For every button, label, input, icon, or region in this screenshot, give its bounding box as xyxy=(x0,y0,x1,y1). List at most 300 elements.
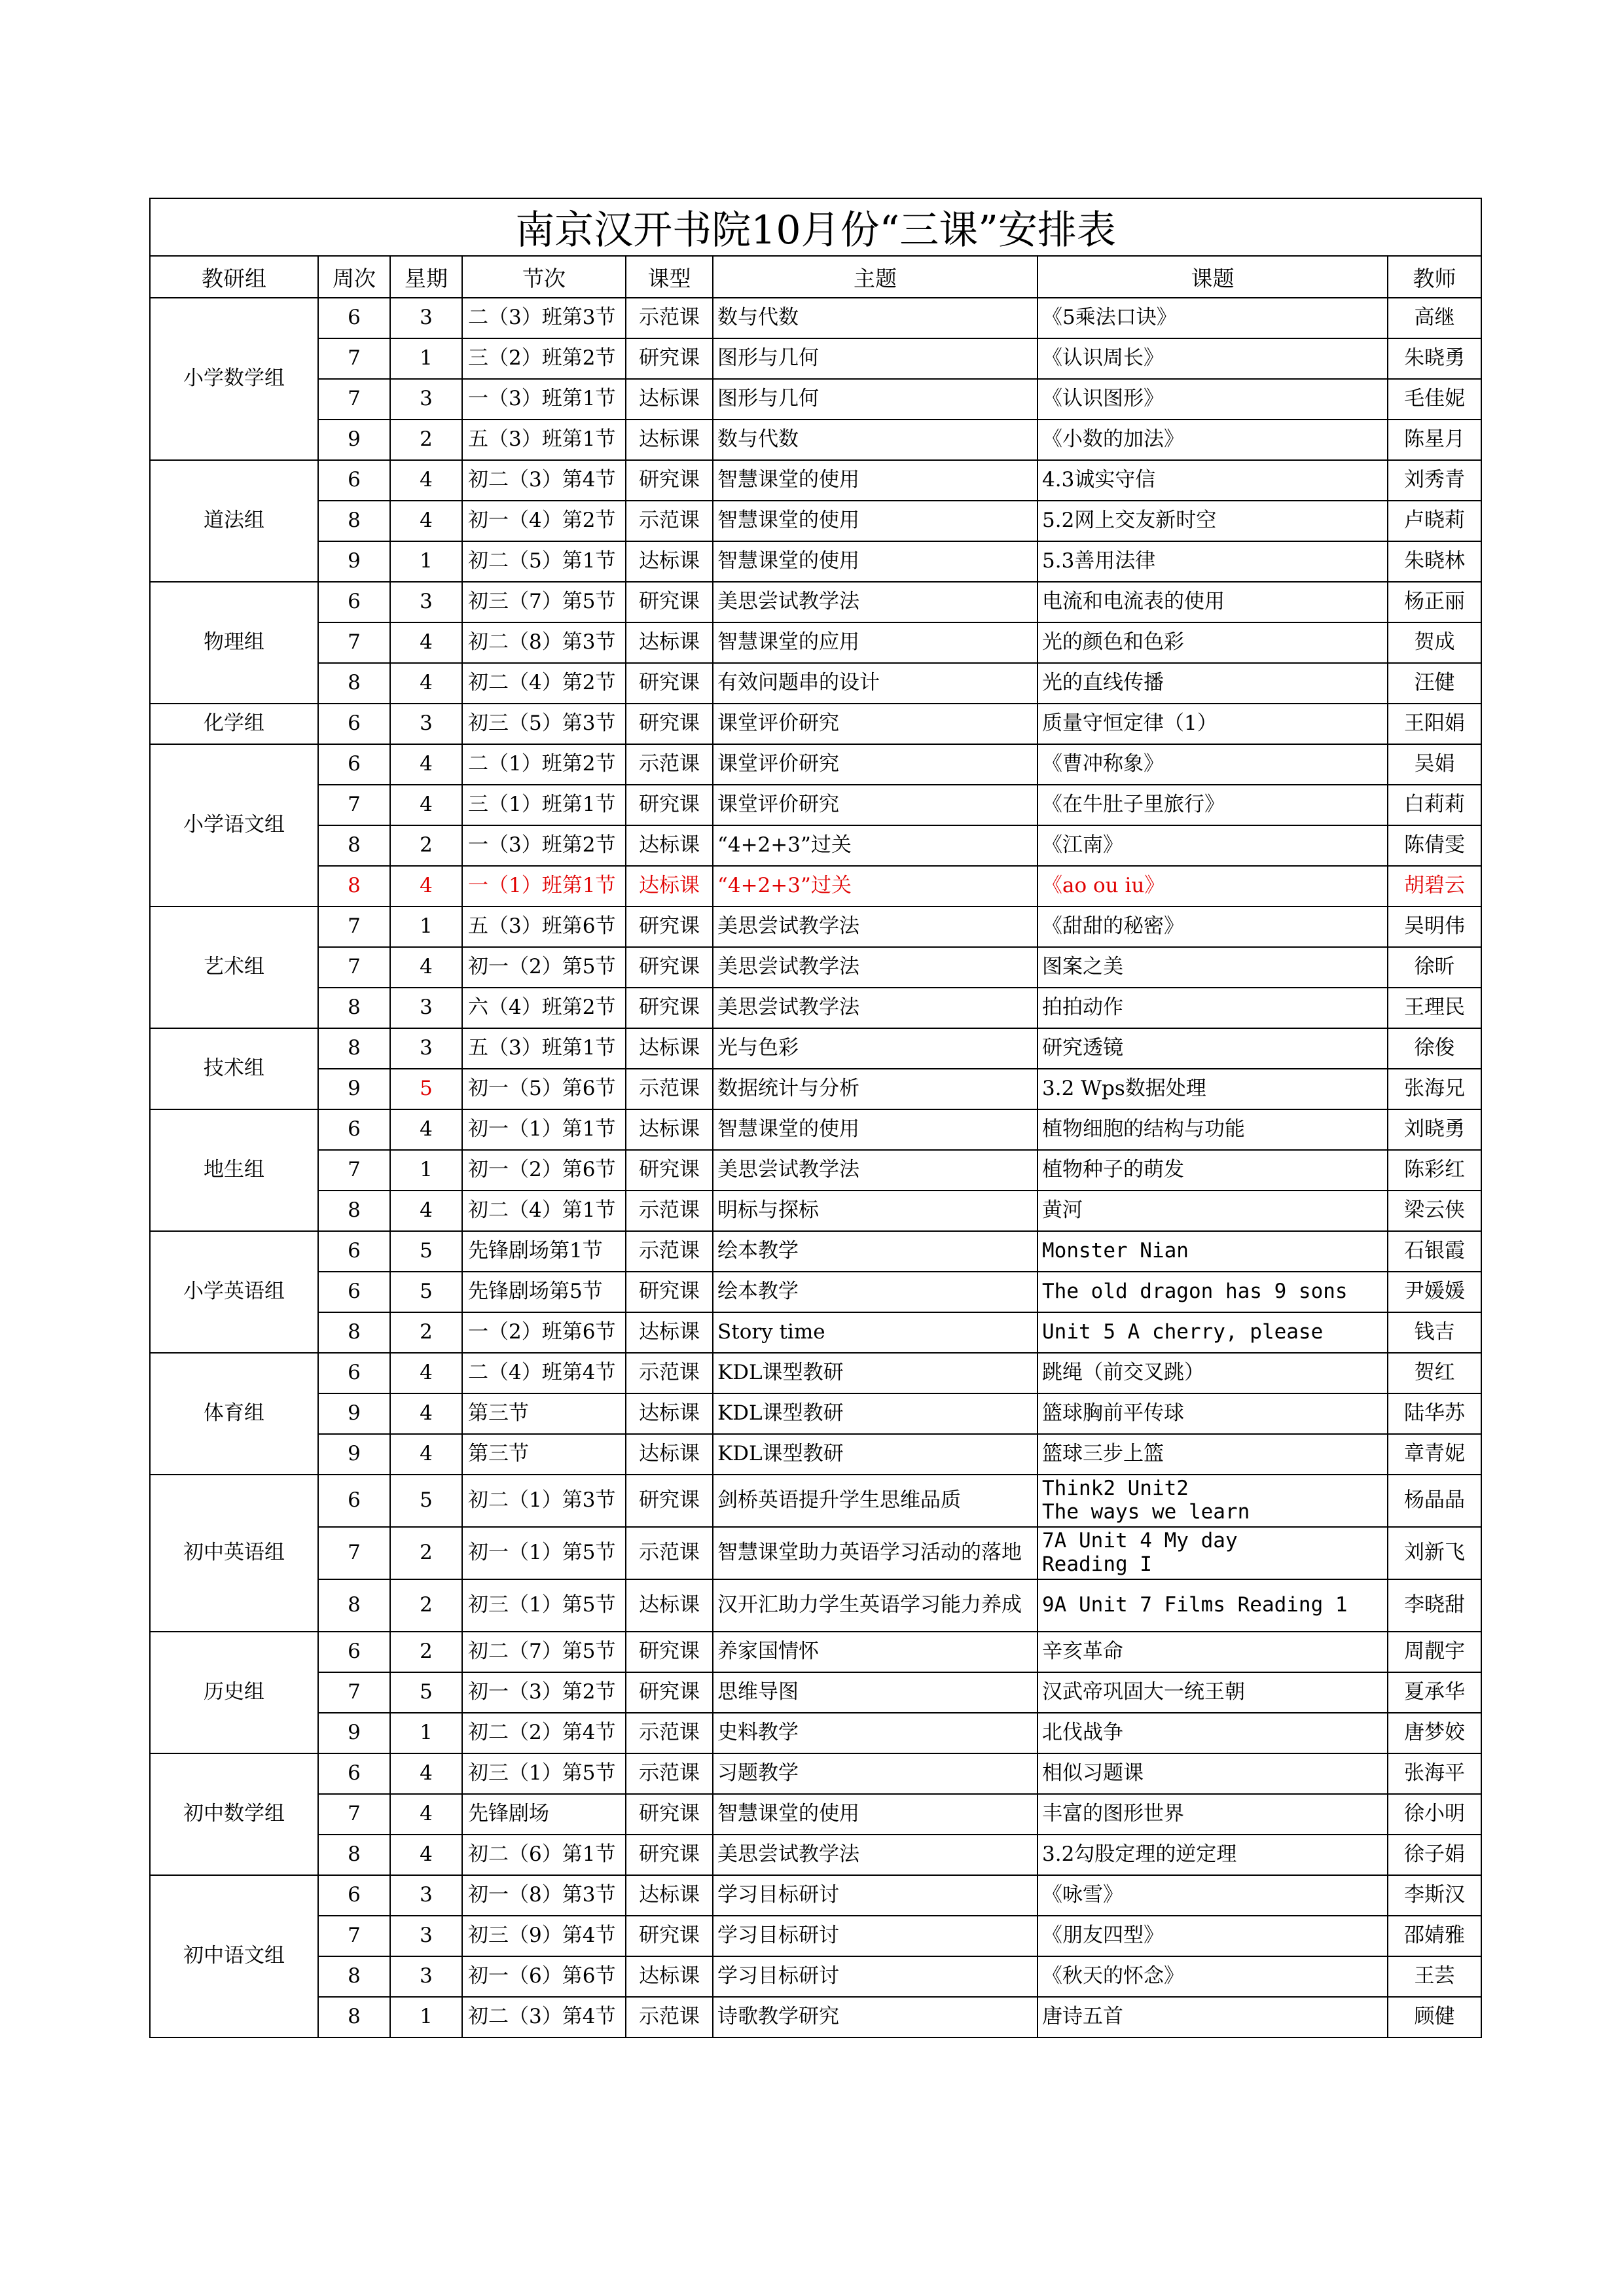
week-text: 7 xyxy=(348,1802,361,1826)
lesson-type-cell xyxy=(626,1272,713,1312)
teacher-text: 贺红 xyxy=(1414,1361,1455,1385)
topic-text: 数据统计与分析 xyxy=(717,1077,859,1101)
teacher-text: 李斯汉 xyxy=(1404,1883,1466,1907)
teacher-cell xyxy=(1388,1434,1481,1475)
day-cell xyxy=(390,1191,462,1231)
header-type: 课型 xyxy=(626,256,713,298)
table-row xyxy=(150,1835,1481,1875)
topic-cell xyxy=(713,1916,1038,1956)
section-cell xyxy=(462,1835,626,1875)
table-row xyxy=(150,906,1481,947)
lesson-type-cell xyxy=(626,947,713,988)
day-cell xyxy=(390,622,462,663)
day-text: 4 xyxy=(420,955,433,979)
day-cell xyxy=(390,1028,462,1069)
day-cell xyxy=(390,1835,462,1875)
lesson-title-cell xyxy=(1038,1835,1388,1875)
teacher-cell xyxy=(1388,1312,1481,1353)
lesson-type-text: 研究课 xyxy=(639,671,700,695)
teacher-text: 白莉莉 xyxy=(1404,793,1466,817)
week-text: 8 xyxy=(348,874,361,898)
table-row xyxy=(150,501,1481,541)
section-text: 初二（7）第5节 xyxy=(468,1640,616,1664)
lesson-type-cell xyxy=(626,420,713,460)
topic-cell xyxy=(713,420,1038,460)
section-cell xyxy=(462,785,626,825)
lesson-title-cell xyxy=(1038,704,1388,744)
table-row xyxy=(150,1713,1481,1753)
day-cell xyxy=(390,785,462,825)
day-cell xyxy=(390,1875,462,1916)
lesson-type-cell xyxy=(626,1672,713,1713)
table-row xyxy=(150,663,1481,704)
lesson-type-text: 示范课 xyxy=(639,509,700,533)
teacher-text: 王理民 xyxy=(1404,996,1466,1020)
teacher-text: 石银霞 xyxy=(1404,1239,1466,1263)
lesson-type-cell xyxy=(626,785,713,825)
teacher-cell xyxy=(1388,785,1481,825)
teacher-text: 毛佳妮 xyxy=(1404,387,1466,411)
lesson-type-text: 研究课 xyxy=(639,996,700,1020)
week-text: 7 xyxy=(348,1158,361,1182)
lesson-type-text: 达标课 xyxy=(639,1117,700,1141)
day-text: 2 xyxy=(420,1541,433,1565)
topic-cell xyxy=(713,1997,1038,2037)
lesson-title-cell xyxy=(1038,1916,1388,1956)
section-cell xyxy=(462,1434,626,1475)
teacher-text: 李晓甜 xyxy=(1404,1593,1466,1617)
topic-text: 有效问题串的设计 xyxy=(717,671,880,695)
lesson-title-text: 篮球胸前平传球 xyxy=(1042,1401,1184,1426)
week-text: 8 xyxy=(348,1320,361,1344)
day-text: 1 xyxy=(420,1721,433,1745)
section-text: 六（4）班第2节 xyxy=(468,996,616,1020)
teacher-cell xyxy=(1388,1835,1481,1875)
week-cell xyxy=(318,1191,390,1231)
lesson-type-cell xyxy=(626,1713,713,1753)
lesson-title-text: 北伐战争 xyxy=(1042,1721,1123,1745)
section-text: 初一（3）第2节 xyxy=(468,1680,616,1704)
section-text: 五（3）班第1节 xyxy=(468,1036,616,1060)
day-cell xyxy=(390,338,462,379)
day-cell xyxy=(390,1272,462,1312)
week-cell xyxy=(318,1312,390,1353)
section-text: 初二（5）第1节 xyxy=(468,549,616,573)
section-text: 一（2）班第6节 xyxy=(468,1320,616,1344)
week-cell xyxy=(318,1916,390,1956)
teacher-text: 刘新飞 xyxy=(1404,1541,1466,1565)
teacher-text: 唐梦姣 xyxy=(1404,1721,1466,1745)
table-body xyxy=(150,298,1481,2037)
teacher-text: 刘晓勇 xyxy=(1404,1117,1466,1141)
day-text: 3 xyxy=(420,387,433,411)
header-week: 周次 xyxy=(318,256,390,298)
lesson-type-text: 示范课 xyxy=(639,1077,700,1101)
week-cell xyxy=(318,1632,390,1672)
teacher-cell xyxy=(1388,1956,1481,1997)
day-text: 3 xyxy=(420,306,433,330)
topic-text: Story time xyxy=(717,1320,825,1344)
topic-cell xyxy=(713,1231,1038,1272)
teacher-text: 刘秀青 xyxy=(1404,468,1466,492)
header-section: 节次 xyxy=(462,256,626,298)
topic-cell xyxy=(713,1109,1038,1150)
topic-text: 绘本教学 xyxy=(717,1239,799,1263)
section-text: 先锋剧场第5节 xyxy=(468,1280,603,1304)
topic-text: 明标与探标 xyxy=(717,1198,819,1223)
day-cell xyxy=(390,420,462,460)
lesson-type-cell xyxy=(626,1997,713,2037)
lesson-type-cell xyxy=(626,1835,713,1875)
topic-text: 诗歌教学研究 xyxy=(717,2005,839,2029)
lesson-title-cell xyxy=(1038,1527,1388,1579)
week-cell xyxy=(318,1875,390,1916)
lesson-title-text: 《甜甜的秘密》 xyxy=(1042,914,1184,939)
topic-text: 学习目标研讨 xyxy=(717,1924,839,1948)
teacher-text: 顾健 xyxy=(1414,2005,1455,2029)
topic-cell xyxy=(713,1191,1038,1231)
lesson-title-text: 植物细胞的结构与功能 xyxy=(1042,1117,1245,1141)
teacher-cell xyxy=(1388,1875,1481,1916)
week-text: 7 xyxy=(348,955,361,979)
teacher-text: 高继 xyxy=(1414,306,1455,330)
day-cell xyxy=(390,1353,462,1393)
table-row xyxy=(150,1028,1481,1069)
topic-text: 美思尝试教学法 xyxy=(717,914,859,939)
day-cell xyxy=(390,1997,462,2037)
lesson-type-text: 达标课 xyxy=(639,1036,700,1060)
lesson-type-text: 达标课 xyxy=(639,1593,700,1617)
lesson-title-cell xyxy=(1038,379,1388,420)
section-text: 三（2）班第2节 xyxy=(468,346,616,370)
topic-text: 智慧课堂的使用 xyxy=(717,549,859,573)
section-text: 初二（4）第2节 xyxy=(468,671,616,695)
group-name-cell: 历史组 xyxy=(150,1632,318,1753)
topic-text: 美思尝试教学法 xyxy=(717,996,859,1020)
teacher-cell xyxy=(1388,1272,1481,1312)
topic-cell xyxy=(713,622,1038,663)
teacher-text: 王芸 xyxy=(1414,1964,1455,1988)
teacher-cell xyxy=(1388,1916,1481,1956)
day-cell xyxy=(390,1069,462,1109)
lesson-type-cell xyxy=(626,1191,713,1231)
day-cell xyxy=(390,1231,462,1272)
lesson-type-text: 示范课 xyxy=(639,1239,700,1263)
day-cell xyxy=(390,663,462,704)
day-cell xyxy=(390,1579,462,1632)
week-text: 8 xyxy=(348,2005,361,2029)
section-text: 第三节 xyxy=(468,1442,529,1466)
section-text: 初三（1）第5节 xyxy=(468,1761,616,1785)
section-cell xyxy=(462,1713,626,1753)
day-cell xyxy=(390,1109,462,1150)
lesson-type-text: 研究课 xyxy=(639,1802,700,1826)
teacher-cell xyxy=(1388,582,1481,622)
section-cell xyxy=(462,1475,626,1527)
topic-cell xyxy=(713,1353,1038,1393)
section-cell xyxy=(462,1028,626,1069)
section-text: 先锋剧场第1节 xyxy=(468,1239,603,1263)
week-cell xyxy=(318,1028,390,1069)
table-row xyxy=(150,1632,1481,1672)
topic-text: 智慧课堂的使用 xyxy=(717,468,859,492)
lesson-title-text: 跳绳（前交叉跳） xyxy=(1042,1361,1204,1385)
teacher-cell xyxy=(1388,1632,1481,1672)
topic-cell xyxy=(713,704,1038,744)
group-name-cell: 初中语文组 xyxy=(150,1875,318,2037)
lesson-type-text: 研究课 xyxy=(639,1280,700,1304)
lesson-title-cell xyxy=(1038,460,1388,501)
lesson-title-cell xyxy=(1038,1753,1388,1794)
group-name-cell: 小学语文组 xyxy=(150,744,318,906)
topic-cell xyxy=(713,1835,1038,1875)
lesson-type-cell xyxy=(626,298,713,338)
topic-text: 学习目标研讨 xyxy=(717,1883,839,1907)
section-cell xyxy=(462,622,626,663)
table-row xyxy=(150,541,1481,582)
lesson-title-cell xyxy=(1038,1393,1388,1434)
teacher-cell xyxy=(1388,1231,1481,1272)
topic-text: 美思尝试教学法 xyxy=(717,1158,859,1182)
topic-text: 图形与几何 xyxy=(717,387,819,411)
week-text: 9 xyxy=(348,427,361,452)
group-name-cell: 技术组 xyxy=(150,1028,318,1109)
lesson-type-text: 达标课 xyxy=(639,1401,700,1426)
lesson-title-text: Monster Nian xyxy=(1042,1239,1189,1263)
teacher-text: 朱晓林 xyxy=(1404,549,1466,573)
lesson-title-cell xyxy=(1038,988,1388,1028)
lesson-title-text: Unit 5 A cherry, please xyxy=(1042,1320,1324,1344)
week-cell xyxy=(318,988,390,1028)
lesson-title-cell xyxy=(1038,1231,1388,1272)
lesson-title-cell xyxy=(1038,1794,1388,1835)
day-cell xyxy=(390,1434,462,1475)
lesson-type-text: 示范课 xyxy=(639,1761,700,1785)
week-cell xyxy=(318,1527,390,1579)
week-text: 8 xyxy=(348,1198,361,1223)
table-row xyxy=(150,1312,1481,1353)
teacher-cell xyxy=(1388,947,1481,988)
lesson-type-cell xyxy=(626,1393,713,1434)
topic-cell xyxy=(713,906,1038,947)
lesson-title-cell xyxy=(1038,1875,1388,1916)
teacher-text: 胡碧云 xyxy=(1404,874,1466,898)
week-cell xyxy=(318,1353,390,1393)
lesson-type-text: 示范课 xyxy=(639,1541,700,1565)
week-text: 6 xyxy=(348,1640,361,1664)
lesson-title-cell xyxy=(1038,338,1388,379)
topic-cell xyxy=(713,947,1038,988)
teacher-text: 张海兄 xyxy=(1404,1077,1466,1101)
week-text: 8 xyxy=(348,1593,361,1617)
topic-cell xyxy=(713,866,1038,906)
lesson-type-text: 达标课 xyxy=(639,387,700,411)
lesson-type-cell xyxy=(626,379,713,420)
day-text: 5 xyxy=(420,1239,433,1263)
lesson-type-text: 研究课 xyxy=(639,793,700,817)
group-name-cell: 物理组 xyxy=(150,582,318,704)
week-text: 6 xyxy=(348,1488,361,1513)
table-row xyxy=(150,1434,1481,1475)
lesson-title-text: 拍拍动作 xyxy=(1042,996,1123,1020)
week-cell xyxy=(318,622,390,663)
teacher-cell xyxy=(1388,1672,1481,1713)
teacher-text: 吴明伟 xyxy=(1404,914,1466,939)
teacher-cell xyxy=(1388,501,1481,541)
section-text: 初二（2）第4节 xyxy=(468,1721,616,1745)
table-row xyxy=(150,704,1481,744)
teacher-text: 陈倩雯 xyxy=(1404,833,1466,857)
group-name-cell: 艺术组 xyxy=(150,906,318,1028)
table-row xyxy=(150,1353,1481,1393)
section-cell xyxy=(462,947,626,988)
topic-cell xyxy=(713,1312,1038,1353)
lesson-type-text: 研究课 xyxy=(639,346,700,370)
day-text: 4 xyxy=(420,874,433,898)
group-name-cell: 地生组 xyxy=(150,1109,318,1231)
lesson-title-text: 5.3善用法律 xyxy=(1042,549,1156,573)
lesson-type-text: 研究课 xyxy=(639,955,700,979)
topic-cell xyxy=(713,582,1038,622)
topic-cell xyxy=(713,1150,1038,1191)
week-text: 9 xyxy=(348,1401,361,1426)
table-row xyxy=(150,1916,1481,1956)
lesson-title-text: 9A Unit 7 Films Reading 1 xyxy=(1042,1593,1348,1617)
week-cell xyxy=(318,582,390,622)
topic-text: 智慧课堂的应用 xyxy=(717,630,859,655)
day-text: 4 xyxy=(420,1802,433,1826)
lesson-title-cell xyxy=(1038,501,1388,541)
lesson-type-text: 达标课 xyxy=(639,1442,700,1466)
section-text: 二（1）班第2节 xyxy=(468,752,616,776)
day-cell xyxy=(390,988,462,1028)
week-cell xyxy=(318,704,390,744)
lesson-title-text: 研究透镜 xyxy=(1042,1036,1123,1060)
day-cell xyxy=(390,947,462,988)
group-name-cell: 道法组 xyxy=(150,460,318,582)
teacher-cell xyxy=(1388,906,1481,947)
lesson-type-text: 研究课 xyxy=(639,914,700,939)
lesson-title-text: Think2 Unit2 The ways we learn xyxy=(1042,1477,1250,1524)
topic-cell xyxy=(713,541,1038,582)
week-text: 9 xyxy=(348,549,361,573)
section-cell xyxy=(462,1956,626,1997)
week-text: 7 xyxy=(348,387,361,411)
header-teacher: 教师 xyxy=(1388,256,1481,298)
section-text: 初一（5）第6节 xyxy=(468,1077,616,1101)
day-cell xyxy=(390,1632,462,1672)
section-cell xyxy=(462,704,626,744)
table-row xyxy=(150,420,1481,460)
week-cell xyxy=(318,338,390,379)
teacher-cell xyxy=(1388,866,1481,906)
lesson-type-cell xyxy=(626,1475,713,1527)
week-cell xyxy=(318,1713,390,1753)
lesson-type-cell xyxy=(626,744,713,785)
table-row xyxy=(150,1672,1481,1713)
table-row xyxy=(150,379,1481,420)
lesson-type-cell xyxy=(626,1875,713,1916)
topic-text: 智慧课堂的使用 xyxy=(717,509,859,533)
table-row xyxy=(150,1231,1481,1272)
day-cell xyxy=(390,744,462,785)
week-cell xyxy=(318,1109,390,1150)
lesson-title-cell xyxy=(1038,298,1388,338)
lesson-title-text: The old dragon has 9 sons xyxy=(1042,1280,1348,1304)
day-text: 2 xyxy=(420,1320,433,1344)
day-text: 2 xyxy=(420,1640,433,1664)
header-topic: 主题 xyxy=(713,256,1038,298)
table-row xyxy=(150,1475,1481,1527)
week-text: 7 xyxy=(348,1541,361,1565)
section-cell xyxy=(462,338,626,379)
week-text: 6 xyxy=(348,1761,361,1785)
day-cell xyxy=(390,866,462,906)
day-text: 1 xyxy=(420,2005,433,2029)
teacher-text: 邵婧雅 xyxy=(1404,1924,1466,1948)
lesson-title-text: 相似习题课 xyxy=(1042,1761,1144,1785)
section-text: 初二（4）第1节 xyxy=(468,1198,616,1223)
section-text: 初三（5）第3节 xyxy=(468,711,616,736)
lesson-title-cell xyxy=(1038,1150,1388,1191)
teacher-cell xyxy=(1388,1794,1481,1835)
week-text: 6 xyxy=(348,1280,361,1304)
lesson-title-cell xyxy=(1038,866,1388,906)
week-text: 8 xyxy=(348,1036,361,1060)
week-cell xyxy=(318,1393,390,1434)
lesson-type-text: 研究课 xyxy=(639,1640,700,1664)
day-text: 4 xyxy=(420,1198,433,1223)
lesson-type-cell xyxy=(626,1231,713,1272)
week-cell xyxy=(318,1231,390,1272)
lesson-type-text: 研究课 xyxy=(639,468,700,492)
lesson-type-text: 达标课 xyxy=(639,1883,700,1907)
topic-text: 养家国情怀 xyxy=(717,1640,819,1664)
lesson-type-text: 达标课 xyxy=(639,1320,700,1344)
day-cell xyxy=(390,298,462,338)
section-cell xyxy=(462,988,626,1028)
teacher-cell xyxy=(1388,1579,1481,1632)
table-row xyxy=(150,298,1481,338)
day-text: 2 xyxy=(420,833,433,857)
lesson-title-text: 《在牛肚子里旅行》 xyxy=(1042,793,1225,817)
lesson-title-cell xyxy=(1038,947,1388,988)
day-text: 4 xyxy=(420,630,433,655)
week-cell xyxy=(318,785,390,825)
section-cell xyxy=(462,1191,626,1231)
topic-text: KDL课型教研 xyxy=(717,1442,844,1466)
week-text: 9 xyxy=(348,1442,361,1466)
week-cell xyxy=(318,501,390,541)
day-cell xyxy=(390,1475,462,1527)
table-row xyxy=(150,1956,1481,1997)
lesson-type-cell xyxy=(626,1353,713,1393)
section-cell xyxy=(462,1353,626,1393)
section-cell xyxy=(462,541,626,582)
day-text: 4 xyxy=(420,1842,433,1867)
day-cell xyxy=(390,460,462,501)
day-cell xyxy=(390,1393,462,1434)
day-text: 3 xyxy=(420,1964,433,1988)
section-cell xyxy=(462,1632,626,1672)
lesson-type-cell xyxy=(626,704,713,744)
section-cell xyxy=(462,460,626,501)
day-text: 1 xyxy=(420,1158,433,1182)
lesson-type-cell xyxy=(626,338,713,379)
lesson-title-text: 图案之美 xyxy=(1042,955,1123,979)
section-cell xyxy=(462,866,626,906)
teacher-text: 夏承华 xyxy=(1404,1680,1466,1704)
